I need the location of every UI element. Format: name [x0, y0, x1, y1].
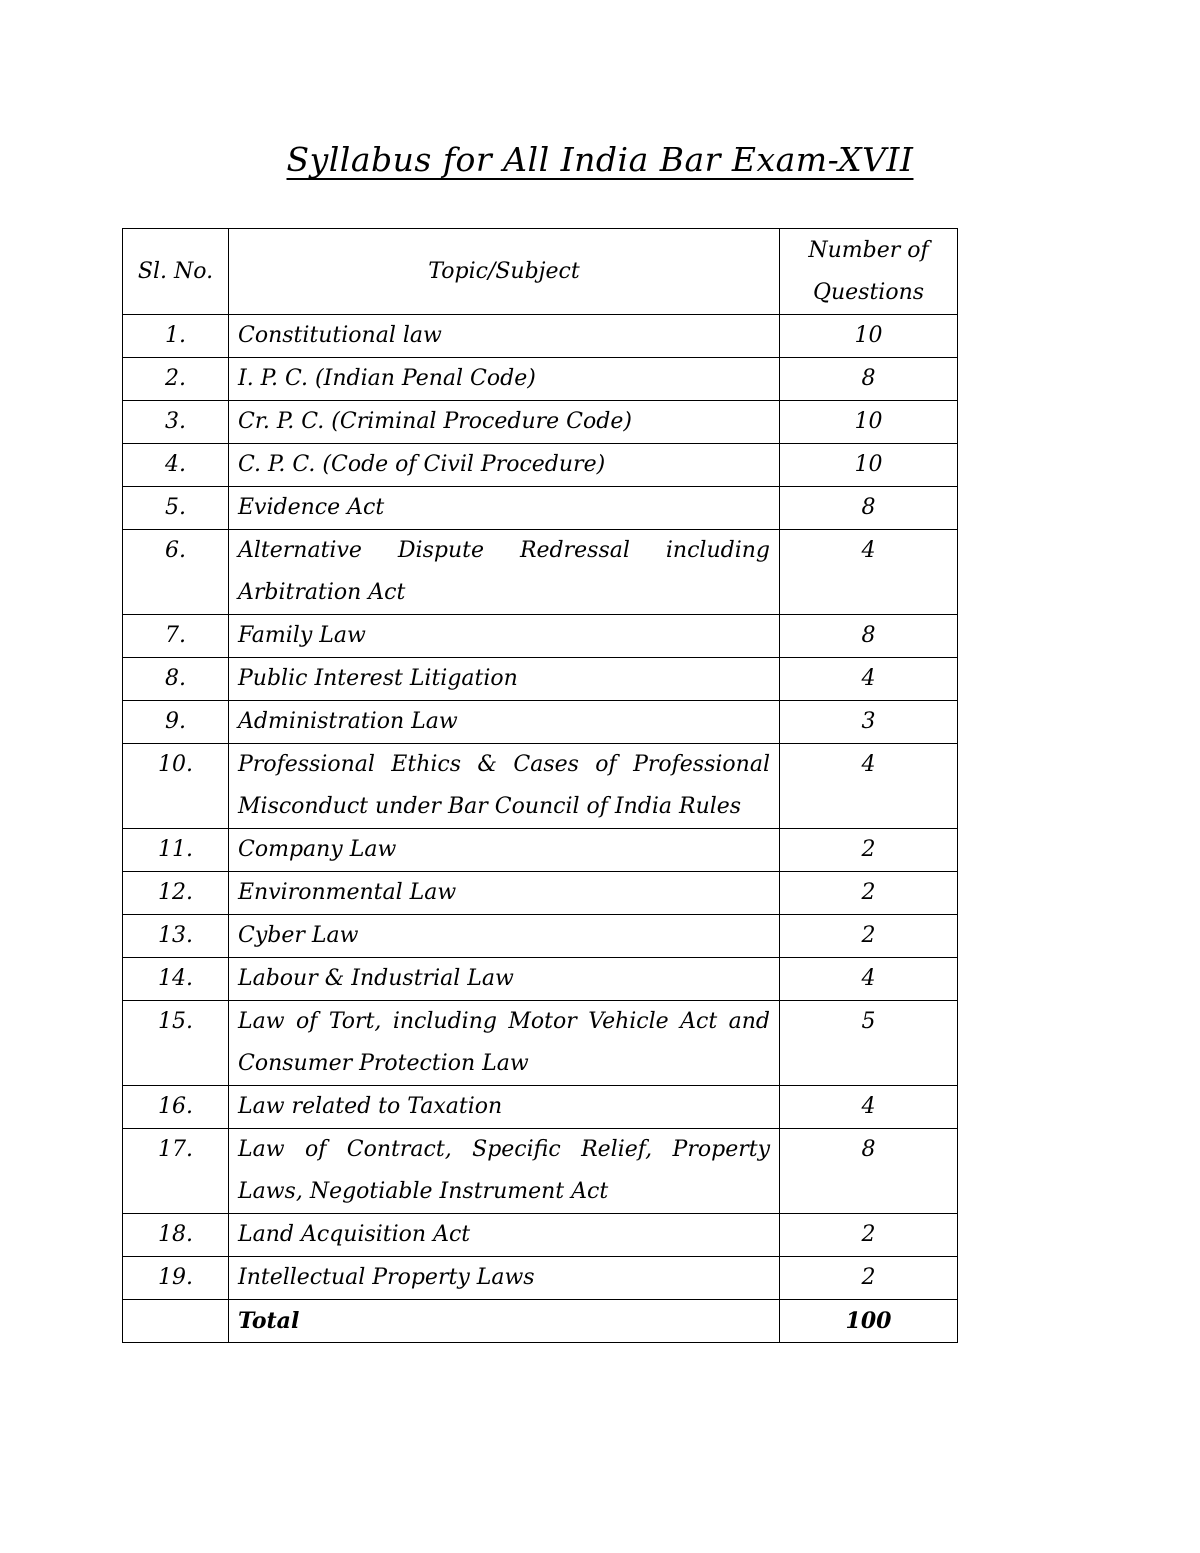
- row-topic: Law of Contract, Specific Relief, Property Laws, Negotiable Instrument Act: [229, 1129, 780, 1214]
- row-topic: Labour & Industrial Law: [229, 958, 780, 1001]
- row-sl-no: 2.: [123, 358, 229, 401]
- row-question-count: 4: [780, 530, 958, 615]
- row-sl-no: 18.: [123, 1214, 229, 1257]
- row-question-count: 8: [780, 487, 958, 530]
- row-topic: Company Law: [229, 829, 780, 872]
- table-total-row: [123, 1300, 958, 1343]
- page-title: [0, 138, 1200, 182]
- row-sl-no: 8.: [123, 658, 229, 701]
- row-question-count: 2: [780, 915, 958, 958]
- row-topic: Family Law: [229, 615, 780, 658]
- table-row: [123, 401, 958, 444]
- row-question-count: 4: [780, 744, 958, 829]
- header-num-line2: Questions: [812, 279, 925, 305]
- table-row: [123, 658, 958, 701]
- table-row: [123, 872, 958, 915]
- row-sl-no: 13.: [123, 915, 229, 958]
- row-topic: Law related to Taxation: [229, 1086, 780, 1129]
- row-question-count: 10: [780, 315, 958, 358]
- row-sl-no: 6.: [123, 530, 229, 615]
- row-topic: Professional Ethics & Cases of Professional Misconduct under Bar Council of India Rules: [229, 744, 780, 829]
- table-row: [123, 915, 958, 958]
- row-question-count: 5: [780, 1001, 958, 1086]
- table-row: [123, 487, 958, 530]
- row-sl-no: 10.: [123, 744, 229, 829]
- header-number-of-questions: [780, 229, 958, 315]
- row-question-count: 10: [780, 444, 958, 487]
- table-row: [123, 444, 958, 487]
- table-row: [123, 1214, 958, 1257]
- total-no: [123, 1300, 229, 1343]
- row-topic: Cyber Law: [229, 915, 780, 958]
- row-sl-no: 19.: [123, 1257, 229, 1300]
- row-question-count: 2: [780, 1257, 958, 1300]
- row-question-count: 3: [780, 701, 958, 744]
- table-row: [123, 829, 958, 872]
- row-question-count: 4: [780, 958, 958, 1001]
- table-row: [123, 1001, 958, 1086]
- row-topic: Law of Tort, including Motor Vehicle Act and Consumer Protection Law: [229, 1001, 780, 1086]
- row-sl-no: 17.: [123, 1129, 229, 1214]
- row-question-count: 10: [780, 401, 958, 444]
- row-question-count: 4: [780, 658, 958, 701]
- syllabus-table: [122, 228, 958, 1343]
- table-row: [123, 1129, 958, 1214]
- header-sl-no: Sl. No.: [123, 229, 229, 315]
- row-question-count: 2: [780, 872, 958, 915]
- table-row: [123, 615, 958, 658]
- row-sl-no: 4.: [123, 444, 229, 487]
- row-sl-no: 15.: [123, 1001, 229, 1086]
- row-sl-no: 5.: [123, 487, 229, 530]
- row-sl-no: 11.: [123, 829, 229, 872]
- row-sl-no: 12.: [123, 872, 229, 915]
- row-topic: Land Acquisition Act: [229, 1214, 780, 1257]
- row-sl-no: 9.: [123, 701, 229, 744]
- row-question-count: 2: [780, 829, 958, 872]
- table-row: [123, 744, 958, 829]
- table-row: [123, 1086, 958, 1129]
- row-topic: Alternative Dispute Redressal including Arbitration Act: [229, 530, 780, 615]
- row-topic: C. P. C. (Code of Civil Procedure): [229, 444, 780, 487]
- header-num-line1: Number of: [808, 237, 929, 263]
- row-topic: Administration Law: [229, 701, 780, 744]
- row-sl-no: 1.: [123, 315, 229, 358]
- table-header-row: [123, 229, 958, 315]
- total-label: Total: [229, 1300, 780, 1343]
- row-sl-no: 16.: [123, 1086, 229, 1129]
- row-sl-no: 3.: [123, 401, 229, 444]
- row-question-count: 2: [780, 1214, 958, 1257]
- header-topic: Topic/Subject: [229, 229, 780, 315]
- row-topic: Cr. P. C. (Criminal Procedure Code): [229, 401, 780, 444]
- table-row: [123, 958, 958, 1001]
- row-topic: Environmental Law: [229, 872, 780, 915]
- table-row: [123, 1257, 958, 1300]
- page-title-text: Syllabus for All India Bar Exam-XVII: [286, 140, 914, 179]
- total-value: 100: [780, 1300, 958, 1343]
- row-topic: Constitutional law: [229, 315, 780, 358]
- row-question-count: 8: [780, 358, 958, 401]
- table-row: [123, 530, 958, 615]
- row-topic: I. P. C. (Indian Penal Code): [229, 358, 780, 401]
- row-question-count: 4: [780, 1086, 958, 1129]
- row-sl-no: 14.: [123, 958, 229, 1001]
- row-topic: Public Interest Litigation: [229, 658, 780, 701]
- row-question-count: 8: [780, 1129, 958, 1214]
- row-sl-no: 7.: [123, 615, 229, 658]
- table-row: [123, 315, 958, 358]
- row-question-count: 8: [780, 615, 958, 658]
- table-row: [123, 358, 958, 401]
- row-topic: Evidence Act: [229, 487, 780, 530]
- row-topic: Intellectual Property Laws: [229, 1257, 780, 1300]
- table-row: [123, 701, 958, 744]
